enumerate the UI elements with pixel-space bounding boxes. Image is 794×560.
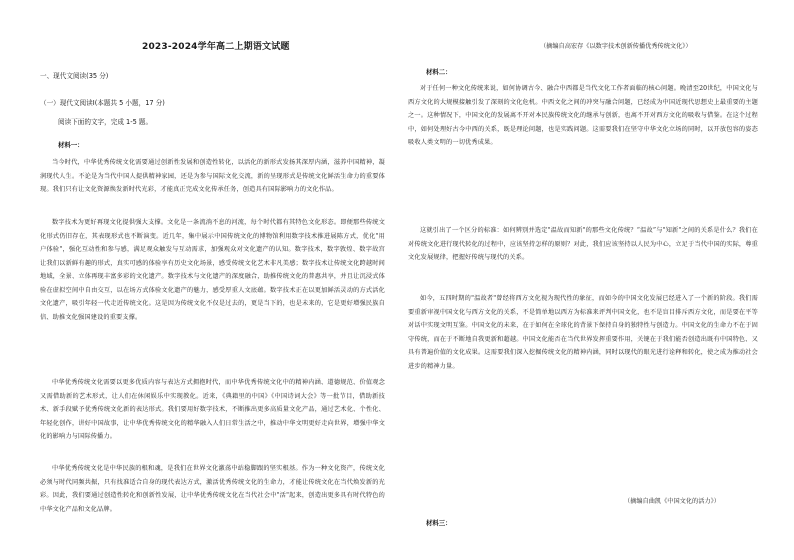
section-heading: 一、现代文阅读(35 分) [40,72,109,80]
material2-label: 材料二： [426,68,452,76]
right-paragraph-2: 这就引出了一个区分的标准：如何辨别并选定"温故而知新"的那些文化传统？“温故”与"知新"之间的关系是什么？我们在对传统文化进行现代转化的过程中，应该坚持怎样的原则？对此，我们应该坚持以人民为中心，立足于当代中国的实际，尊重文化发展规律，把握好传统与现代的关系。 [408,227,758,261]
paragraph-1: 当今时代，中华优秀传统文化需要通过创新性发展和创造性转化，以活化的新形式发扬其深厚内涵，滋养中国精神，凝润现代人生。不论是为当代中国人提供精神家园，还是为参与国际文化交流，新的呈现形式是传统文化鲜活生命力的重要体现。我们只有让文化资源焕发新时代光彩，才能真正完成文化传承任务，创造具有国际影响力的文化作品。 [40,159,385,193]
instruction-text: 阅读下面的文字，完成 1-5 题。 [58,118,153,126]
paragraph-4: 中华优秀传统文化是中华民族的根和魂，是我们在世界文化激荡中站稳脚跟的坚实根基。作为一种文化资产，传统文化必须与时代同频共振，只有找准适合自身的现代表达方式，激活优秀传统文化的生命力，才能让传统文化在当代焕发新的光彩。因此，我们要通过创造性转化和创新性发展，让中华优秀传统文化在当代社会中"活"起来，创造出更多具有时代特色的中华文化产品和文化品牌。 [40,465,385,513]
paragraph-3: 中华优秀传统文化需要以更多优质内容与表达方式拥抱时代，而中华优秀传统文化中的精神内涵、道德规范、价值观念又需借助新的艺术形式，让人们在休闲娱乐中实现教化。近来，《典籍里的中国》《中国诗词大会》等一批节目，借助新技术、新手段赋予优秀传统文化新的表达形式。我们要用好数字技术，不断推出更多高质量文化产品，通过艺术化、个性化、年轻化创作，讲好中国故事，让中华优秀传统文化的精华融入人们日常生活之中，推动中华文明更好走向世界，增强中华文化的影响力与国际传播力。 [40,379,385,440]
right-paragraph-1: 对于任何一种文化传统来说，如何协调古今、融合中西都是当代文化工作者面临的核心问题。晚清至20世纪，中国文化与西方文化的大规模接触引发了深刻的文化危机。中西文化之间的冲突与融合问题，已经成为中国近现代思想史上最重要的主题之一。这种情况下，中国文化的发展离不开对本民族传统文化的继承与创新，也离不开对西方文化的吸收与借鉴。在这个过程中，如何处理好古今中西的关系，既是理论问题，也是实践问题。这需要我们在坚守中华文化立场的同时，以开放包容的姿态吸收人类文明的一切优秀成果。 [408,85,758,146]
source-citation-1: （摘编自高宏存《以数字技术创新传播优秀传统文化》） [540,43,692,50]
material3-label: 材料三： [426,519,452,527]
sub-heading: （一）现代文阅读Ⅰ(本题共 5 小题，17 分) [40,99,165,107]
source-citation-2: （摘编自曲凯《中国文化的活力》） [624,498,720,505]
page-title: 2023-2024学年高二上期语文试题 [142,42,290,52]
paragraph-2: 数字技术为更好再现文化提供强大支撑。文化是一条流淌不息的河流，每个时代都有其特色文化形态。即便那些传统文化形式仍旧存在，其表现形式也不断演变。近几年，集中展示中国传统文化的博物馆利用数字技术推进展陈方式，优化"用户体验"，强化互动性和参与感，满足观众触发与互动需求，加强观众对文化遗产的认知。数字技术，数字敦煌、数字故宫让我们以新鲜有趣的形式，真实可感的体验享有历史文化场景，感受传统文化艺术非凡美感；数字技术让传统文化跨越时间地域，全景、立体再现丰富多彩的文化遗产。数字技术与文化遗产的深度融合，助推传统文化的普惠共享，并且让沉浸式体验在虚拟空间中自由交互，以在场方式体验文化遗产的魅力，感受厚重人文底蕴。数字技术正在以更加鲜活灵动的方式活化文化遗产，吸引年轻一代走近传统文化。这是因为传统文化不仅是过去的，更是当下的，也是未来的，它是更好增强民族自信、助推文化强国建设的重要支撑。 [40,219,385,321]
material1-label: 材料一： [58,141,84,149]
right-paragraph-3: 如今，五四时期的"温故者"曾经将西方文化视为现代性的象征，而如今的中国文化发展已经进入了一个新的阶段。我们需要重新审视中国文化与西方文化的关系，不是简单地以西方为标准来评判中国文化，也不是盲目排斥西方文化，而是要在平等对话中实现文明互鉴。中国文化的未来，在于如何在全球化的背景下保持自身的独特性与创造力。中国文化的生命力不在于固守传统，而在于不断地自我更新和超越。中国文化能否在当代世界发挥重要作用，关键在于我们能否创造出既有中国特色、又具有普遍价值的文化成果。这需要我们深入挖掘传统文化的精神内涵，同时以现代的眼光进行诠释和转化，使之成为推动社会进步的精神力量。 [408,295,758,370]
